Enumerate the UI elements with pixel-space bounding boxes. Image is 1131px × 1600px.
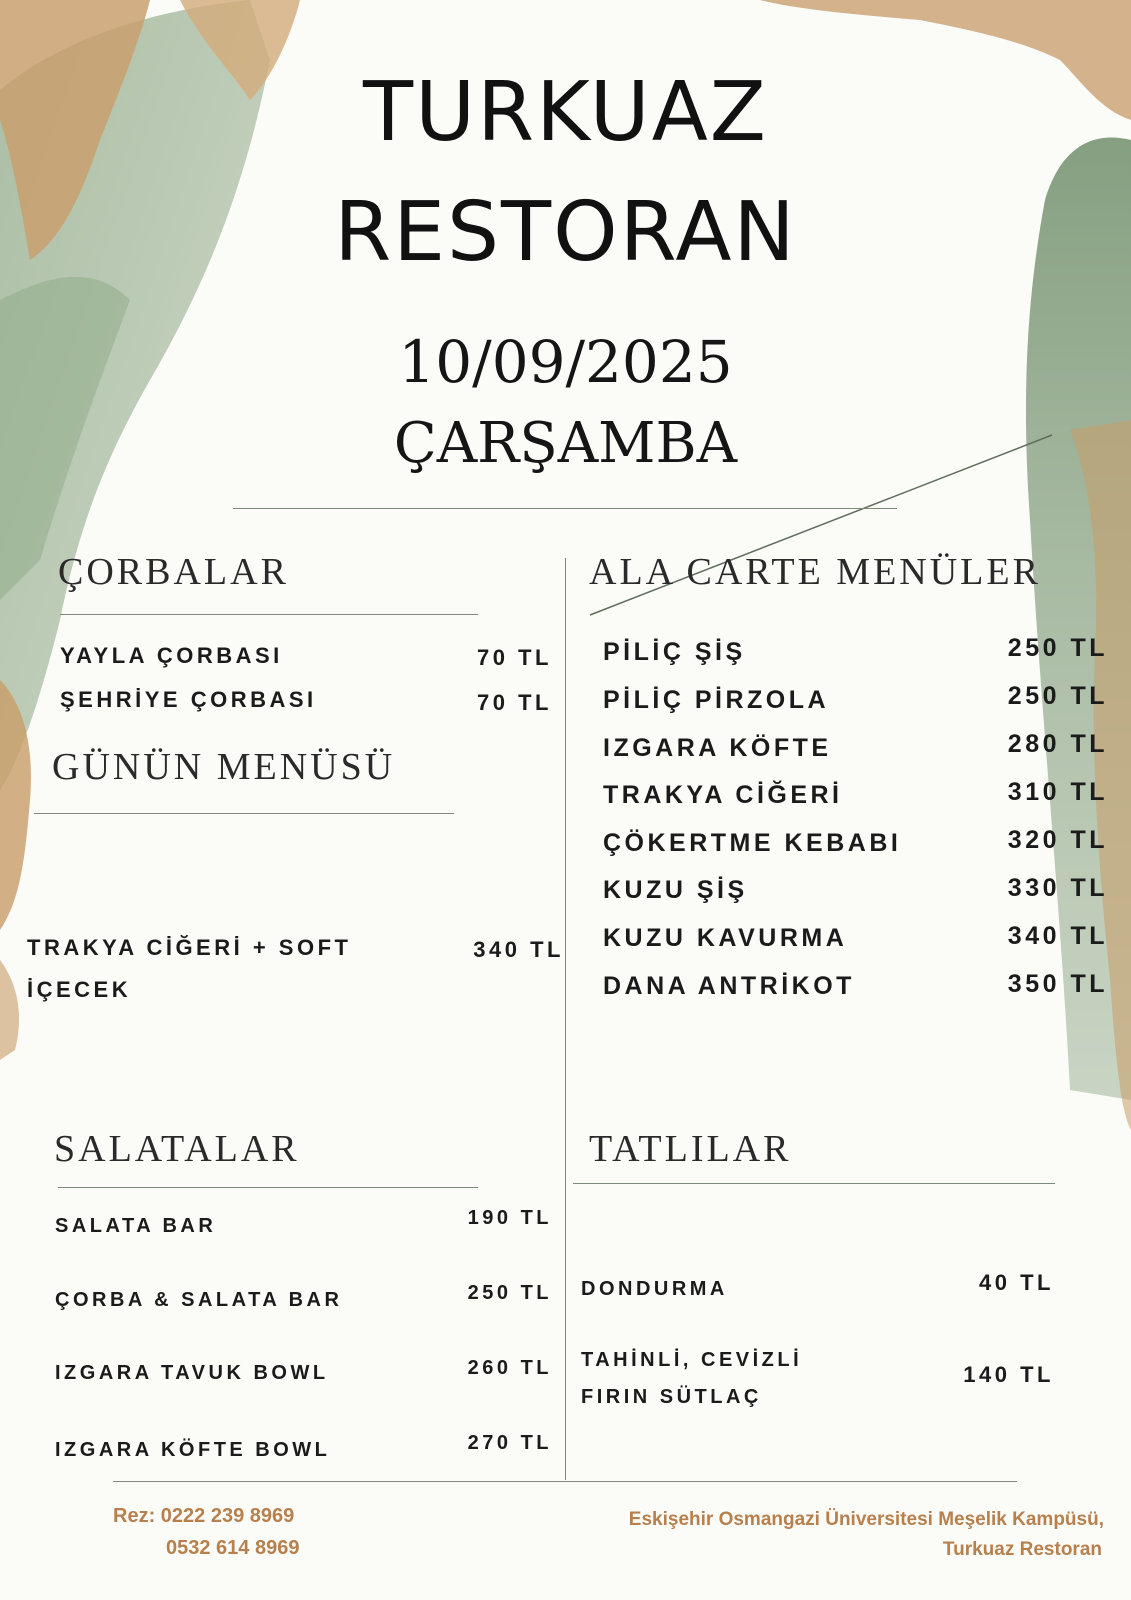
menu-item-price: 340 TL [473,937,564,962]
menu-item-price: 280 TL [1007,730,1108,758]
menu-date: 10/09/2025 [398,328,733,396]
menu-item-price: 250 TL [1007,682,1108,710]
menu-item-name: IZGARA KÖFTE [603,734,832,762]
menu-item-name: IZGARA TAVUK BOWL [55,1362,329,1384]
menu-item-name: ŞEHRİYE ÇORBASI [60,687,317,712]
menu-item-name: ÇORBA & SALATA BAR [55,1289,343,1311]
menu-item-price: 270 TL [467,1432,552,1454]
menu-item-name: ÇÖKERTME KEBABI [603,829,902,857]
left-gold-splash-low [0,960,19,1060]
menu-item-price: 250 TL [467,1282,552,1304]
header-divider [233,508,897,509]
section-heading-tatlilar: TATLILAR [589,1128,792,1170]
menu-day: ÇARŞAMBA [393,411,738,476]
tatlilar-divider [573,1183,1055,1184]
menu-item-price: 40 TL [979,1270,1054,1295]
menu-item-name: KUZU KAVURMA [603,924,848,952]
menu-item-name-line2: İÇECEK [27,977,132,1002]
menu-item-price: 350 TL [1007,970,1108,998]
menu-item-name: PİLİÇ ŞİŞ [603,638,746,666]
address-line2: Turkuaz Restoran [942,1539,1102,1560]
section-heading-salatalar: SALATALAR [54,1128,300,1170]
menu-item-name: DANA ANTRİKOT [603,972,855,1000]
menu-item-name: TRAKYA CİĞERİ + SOFT [27,935,352,960]
menu-item-price: 320 TL [1007,826,1108,854]
menu-item-name-line2: FIRIN SÜTLAÇ [581,1386,762,1408]
section-heading-gunun-menusu: GÜNÜN MENÜSÜ [52,746,396,788]
menu-item-price: 70 TL [477,690,552,715]
menu-item-name: DONDURMA [581,1278,728,1300]
address-line1: Eskişehir Osmangazi Üniversitesi Meşelik Kampüsü, [628,1509,1104,1530]
gunun-menusu-divider [34,813,454,814]
column-divider [565,558,566,1480]
menu-item-name: PİLİÇ PİRZOLA [603,686,830,714]
menu-item-price: 340 TL [1007,922,1108,950]
footer-divider [113,1481,1017,1482]
menu-item-price: 70 TL [477,645,552,670]
menu-item-price: 140 TL [963,1362,1054,1387]
menu-item-price: 250 TL [1007,634,1108,662]
menu-item-name: YAYLA ÇORBASI [60,643,283,668]
reservation-phone-2: 0532 614 8969 [166,1537,300,1559]
section-heading-ala-carte: ALA CARTE MENÜLER [589,551,1041,593]
menu-item-name: TRAKYA CİĞERİ [603,781,843,809]
corbalar-divider [60,614,478,615]
restaurant-title-line1: TURKUAZ [363,65,768,160]
menu-item-price: 330 TL [1007,874,1108,902]
menu-item-price: 190 TL [467,1207,552,1229]
menu-item-name: SALATA BAR [55,1215,217,1237]
restaurant-title-line2: RESTORAN [334,185,797,280]
menu-item-name: IZGARA KÖFTE BOWL [55,1439,331,1461]
menu-item-name: TAHİNLİ, CEVİZLİ [581,1349,803,1371]
section-heading-corbalar: ÇORBALAR [58,551,289,593]
salatalar-divider [58,1187,478,1188]
menu-item-name: KUZU ŞİŞ [603,876,748,904]
reservation-phone-1: Rez: 0222 239 8969 [113,1505,295,1527]
menu-item-price: 310 TL [1007,778,1108,806]
menu-item-price: 260 TL [467,1357,552,1379]
